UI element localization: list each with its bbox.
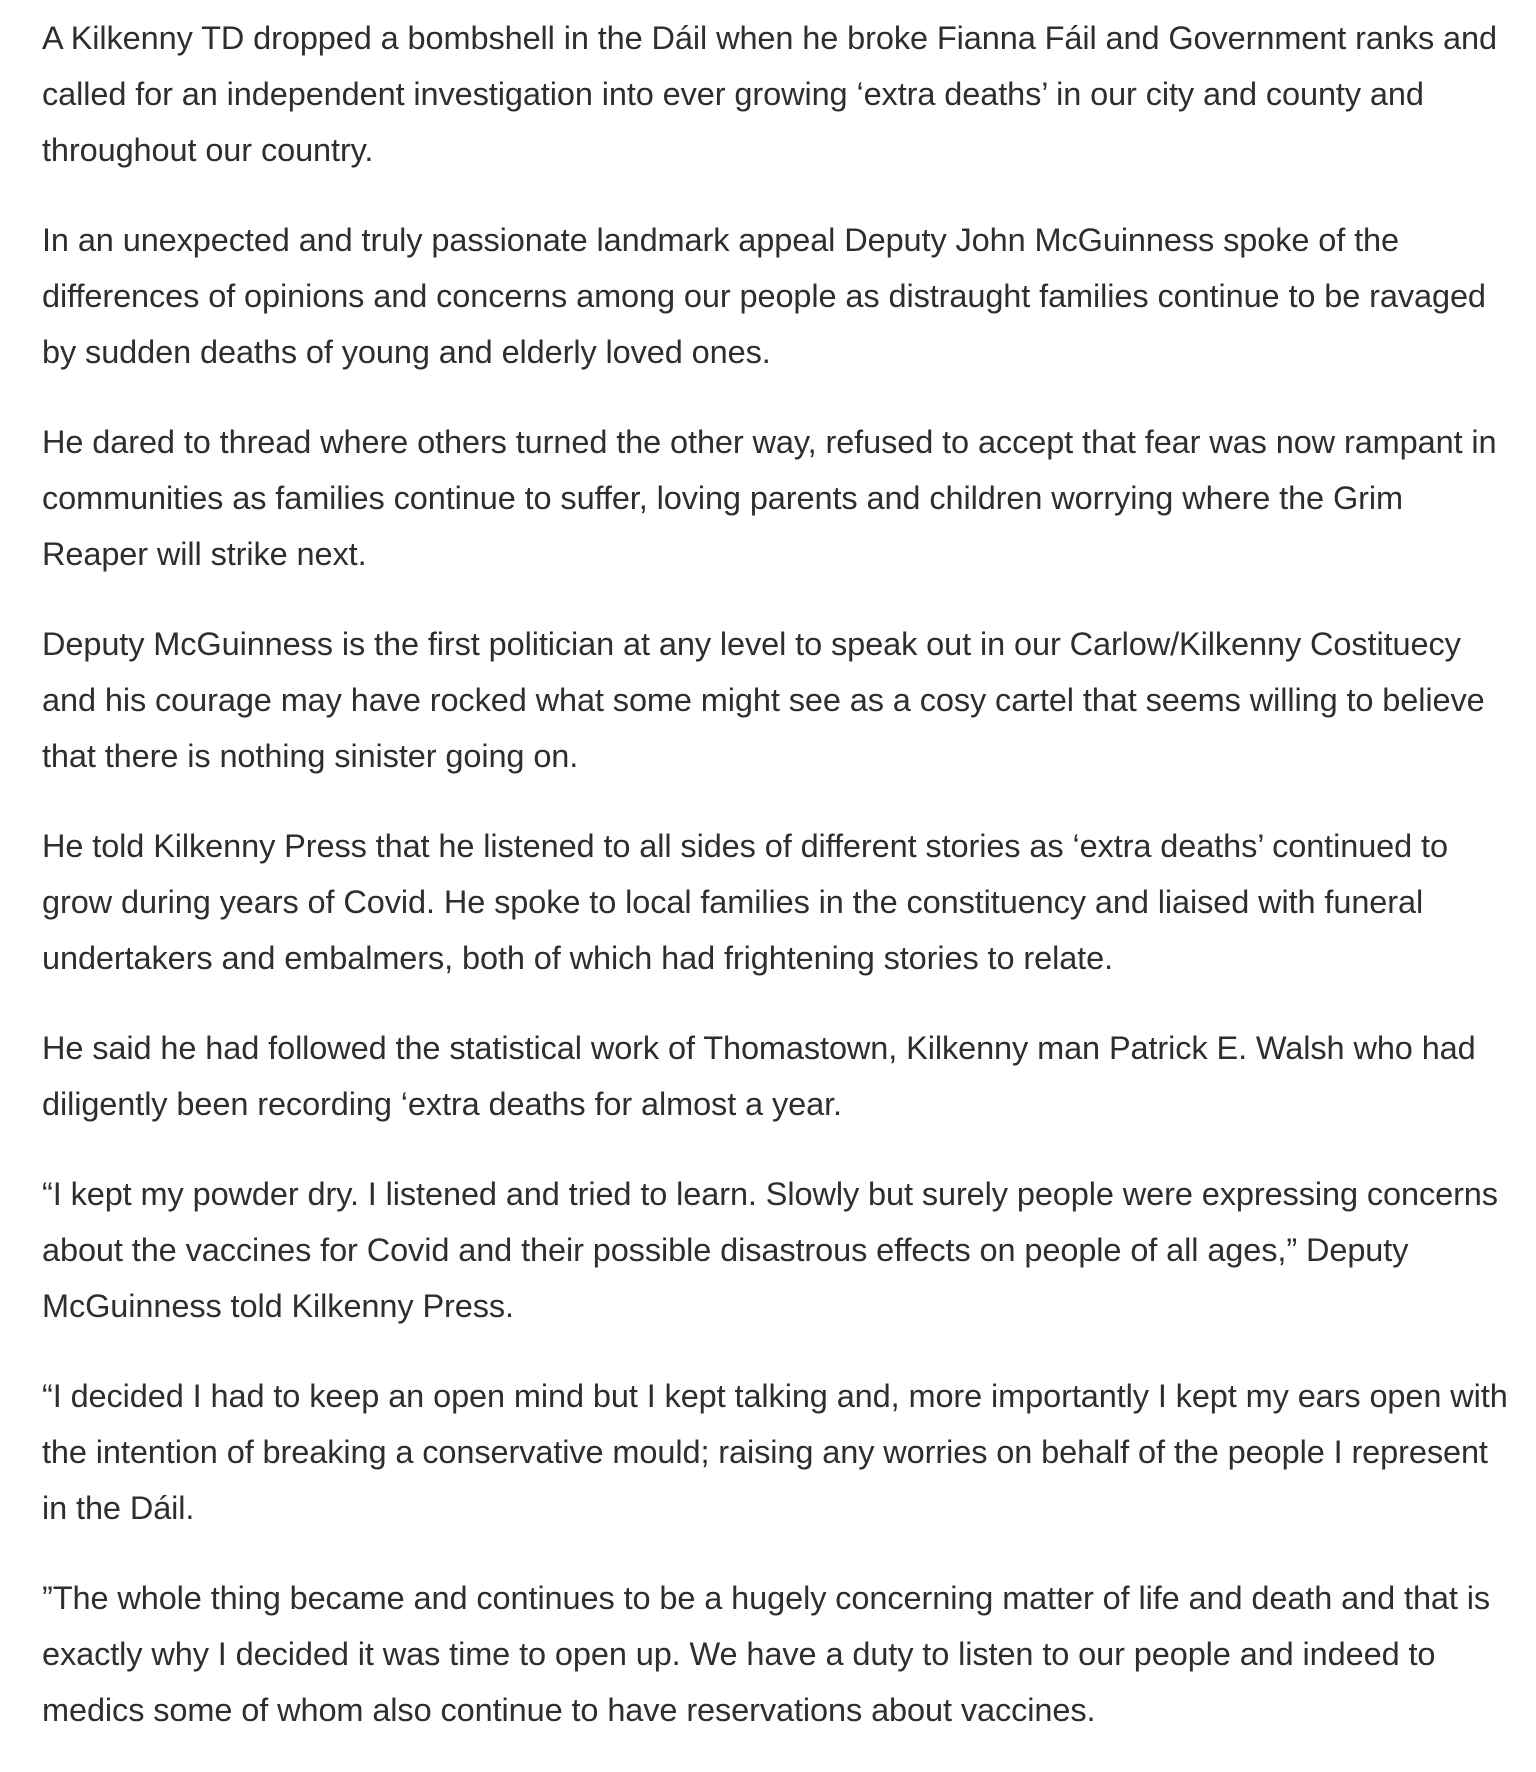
article-paragraph-6: He said he had followed the statistical work of Thomastown, Kilkenny man Patrick E. Walsh who had diligently been recording ‘extra deaths for almost a year. xyxy=(42,1030,1476,1122)
article-paragraph-1: A Kilkenny TD dropped a bombshell in the Dáil when he broke Fianna Fáil and Government ranks and called for an independent investigation into ever growing ‘extra deaths’ in our city and county and throughout our country. xyxy=(42,20,1497,168)
article-paragraph-8: “I decided I had to keep an open mind but I kept talking and, more importantly I kept my ears open with the intention of breaking a conservative mould; raising any worries on behalf of the people I represent in the Dáil. xyxy=(42,1378,1508,1526)
article-paragraph-3: He dared to thread where others turned the other way, refused to accept that fear was now rampant in communities as families continue to suffer, loving parents and children worrying where the Grim Reaper will strike next. xyxy=(42,424,1497,572)
article-paragraph-4: Deputy McGuinness is the first politician at any level to speak out in our Carlow/Kilkenny Costituecy and his courage may have rocked what some might see as a cosy cartel that seems willing to believe that there is nothing sinister going on. xyxy=(42,626,1485,774)
article-paragraph-2: In an unexpected and truly passionate landmark appeal Deputy John McGuinness spoke of the differences of opinions and concerns among our people as distraught families continue to be ravaged by sudden deaths of young and elderly loved ones. xyxy=(42,222,1486,370)
article-paragraph-7: “I kept my powder dry. I listened and tried to learn. Slowly but surely people were expressing concerns about the vaccines for Covid and their possible disastrous effects on people of all ages,” Deputy McGuinness told Kilkenny Press. xyxy=(42,1176,1498,1324)
article-paragraph-9: ”The whole thing became and continues to be a hugely concerning matter of life and death and that is exactly why I decided it was time to open up. We have a duty to listen to our people and indeed to medics some of whom also continue to have reservations about vaccines. xyxy=(42,1580,1491,1728)
article-body xyxy=(42,10,1512,1772)
article-paragraph-5: He told Kilkenny Press that he listened to all sides of different stories as ‘extra deaths’ continued to grow during years of Covid. He spoke to local families in the constituency and liaised with funeral undertakers and embalmers, both of which had frightening stories to relate. xyxy=(42,828,1448,976)
